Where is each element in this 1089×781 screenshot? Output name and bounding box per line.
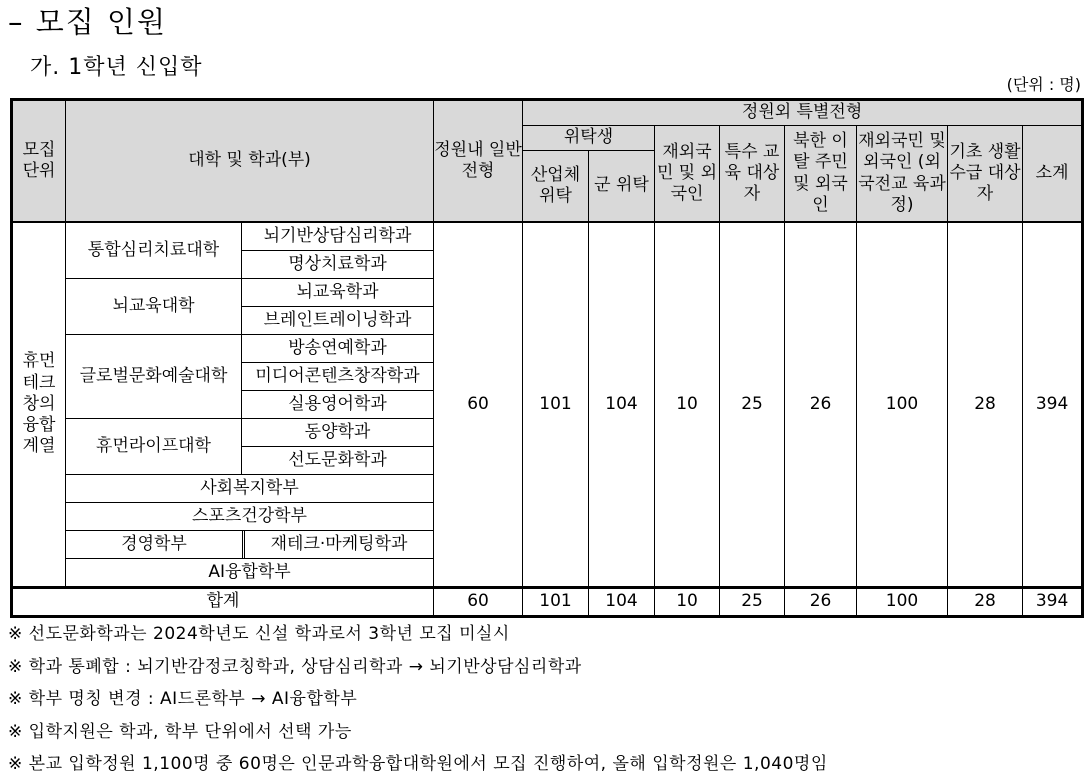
college-name: 뇌교육대학 [66,279,242,335]
department-name: 동양학과 [242,419,434,447]
section-subheading: 가. 1학년 신입학 [30,55,203,80]
value-basic-livelihood: 28 [948,222,1023,588]
value-general: 60 [434,222,523,588]
total-subtotal: 394 [1023,588,1083,617]
header-general-admission: 정원내 일반전형 [434,100,523,223]
admission-quota-table [10,98,1084,618]
school-name: 스포츠건강학부 [66,503,434,531]
total-special-edu: 25 [720,588,785,617]
note-item: ※ 입학지원은 학과, 학부 단위에서 선택 가능 [8,721,352,742]
department-name: 명상치료학과 [242,251,434,279]
header-military: 군 위탁 [589,151,655,223]
total-north-korean: 26 [785,588,857,617]
college-name: 글로벌문화예술대학 [66,335,242,419]
college-name: 휴먼라이프대학 [66,419,242,475]
header-overseas: 재외국민 및 외국인 [655,126,720,223]
header-industry: 산업체 위탁 [523,151,589,223]
header-special-edu: 특수 교육 대상자 [720,126,785,223]
value-overseas-all: 100 [857,222,948,588]
value-north-korean: 26 [785,222,857,588]
header-north-korean: 북한 이탈 주민 및 외국인 [785,126,857,223]
group-name: 휴먼 테크 창의 융합 계열 [12,222,66,588]
total-label: 합계 [12,588,434,617]
unit-label: (단위 : 명) [1006,75,1081,94]
business-school-name: 경영학부 [66,531,245,558]
total-industry: 101 [523,588,589,617]
business-school-row [66,531,434,559]
value-military: 104 [589,222,655,588]
department-name: 방송연예학과 [242,335,434,363]
header-basic-livelihood: 기초 생활 수급 대상자 [948,126,1023,223]
section-heading: – 모집 인원 [8,5,167,39]
value-industry: 101 [523,222,589,588]
department-name: 미디어콘텐츠창작학과 [242,363,434,391]
school-name: AI융합학부 [66,559,434,588]
header-overseas-all: 재외국민 및 외국인 (외국전교 육과정) [857,126,948,223]
header-recruit-unit: 모집 단위 [12,100,66,223]
department-name: 뇌교육학과 [242,279,434,307]
value-special-edu: 25 [720,222,785,588]
value-subtotal: 394 [1023,222,1083,588]
note-item: ※ 본교 입학정원 1,100명 중 60명은 인문과학융합대학원에서 모집 진행하여, 올해 입학정원은 1,040명임 [8,754,828,774]
header-subtotal: 소계 [1023,126,1083,223]
total-overseas: 10 [655,588,720,617]
department-name: 뇌기반상담심리학과 [242,222,434,251]
college-name: 통합심리치료대학 [66,222,242,279]
value-overseas: 10 [655,222,720,588]
school-name: 사회복지학부 [66,475,434,503]
notes [8,618,828,781]
total-military: 104 [589,588,655,617]
department-name: 선도문화학과 [242,447,434,475]
department-name: 브레인트레이닝학과 [242,307,434,335]
total-general: 60 [434,588,523,617]
total-overseas-all: 100 [857,588,948,617]
department-name: 실용영어학과 [242,391,434,419]
header-college-dept: 대학 및 학과(부) [66,100,434,223]
business-department-name: 재테크·마케팅학과 [270,533,408,554]
note-item: ※ 선도문화학과는 2024학년도 신설 학과로서 3학년 모집 미실시 [8,624,510,644]
total-basic-livelihood: 28 [948,588,1023,617]
note-item: ※ 학부 명칭 변경 : AI드론학부 → AI융합학부 [8,689,358,709]
header-special-admission: 정원외 특별전형 [523,100,1083,126]
header-consigned: 위탁생 [523,126,655,151]
note-item: ※ 학과 통폐합 : 뇌기반감정코칭학과, 상담심리학과 → 뇌기반상담심리학과 [8,656,582,677]
